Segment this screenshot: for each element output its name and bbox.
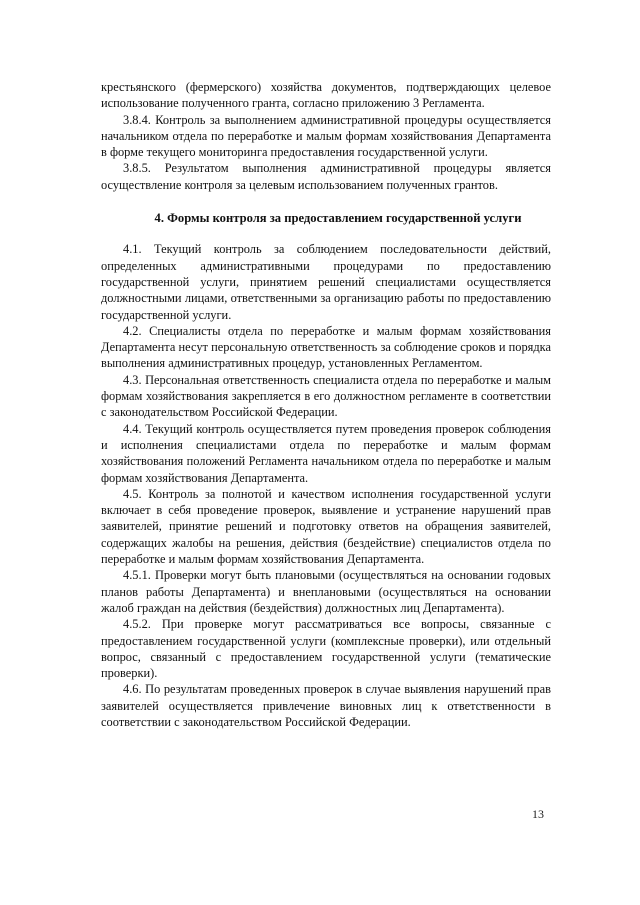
section-heading: 4. Формы контроля за предоставлением государственной услуги (154, 211, 522, 226)
paragraph-4-4: 4.4. Текущий контроль осуществляется путем проведения проверок соблюдения и исполнения специалистами отдела по переработке и малым формам хозяйствования положений Регламента начальником отдела по переработке и малым формам хозяйствования Департамента. (101, 421, 551, 485)
paragraph-4-5: 4.5. Контроль за полнотой и качеством исполнения государственной услуги включает в себя проведение проверок, выявление и устранение нарушений прав заявителей, принятие решений и подготовку ответов на обращения заявителей, содержащих жалобы на решения, действия (бездействие) специалистов отдела по переработке и малым формам хозяйствования Департамента. (101, 486, 551, 567)
paragraph-4-5-1: 4.5.1. Проверки могут быть плановыми (осуществляться на основании годовых планов работы Департамента) и внеплановыми (осуществляться на основании жалоб граждан на действия (бездействия) должностных лиц Департамента). (101, 568, 551, 615)
paragraph-4-1: 4.1. Текущий контроль за соблюдением последовательности действий, определенных административными процедурами по предоставлению государственной услуги, принятием решений специалистами осуществляется должностными лицами, ответственными за организацию работы по предоставлению государственной услуги. (101, 242, 551, 322)
document-body (101, 79, 551, 730)
paragraph-4-5-2: 4.5.2. При проверке могут рассматриваться все вопросы, связанные с предоставлением государственной услуги (комплексные проверки), или отдельный вопрос, связанный с предоставлением государственной услуги (тематические проверки). (101, 617, 551, 681)
paragraph-4-3: 4.3. Персональная ответственность специалиста отдела по переработке и малым формам хозяйствования закрепляется в его должностном регламенте в соответствии с законодательством Российской Федерации. (101, 372, 551, 420)
paragraph-grant-documents: крестьянского (фермерского) хозяйства документов, подтверждающих целевое использование полученного гранта, согласно приложению 3 Регламента. (101, 80, 551, 111)
paragraph-4-6: 4.6. По результатам проведенных проверок в случае выявления нарушений прав заявителей осуществляется привлечение виновных лиц к ответственности в соответствии с законодательством Российской Федерации. (101, 682, 551, 729)
page-number: 13 (532, 807, 544, 821)
paragraph-3-8-5: 3.8.5. Результатом выполнения административной процедуры является осуществление контроля за целевым использованием полученных грантов. (101, 161, 551, 192)
paragraph-3-8-4: 3.8.4. Контроль за выполнением административной процедуры осуществляется начальником отдела по переработке и малым формам хозяйствования Департамента в форме текущего мониторинга предоставления государственной услуги. (101, 112, 551, 160)
paragraph-4-2: 4.2. Специалисты отдела по переработке и малым формам хозяйствования Департамента несут персональную ответственность за соблюдение сроков и порядка выполнения административных процедур, установленных Регламентом. (101, 323, 551, 371)
